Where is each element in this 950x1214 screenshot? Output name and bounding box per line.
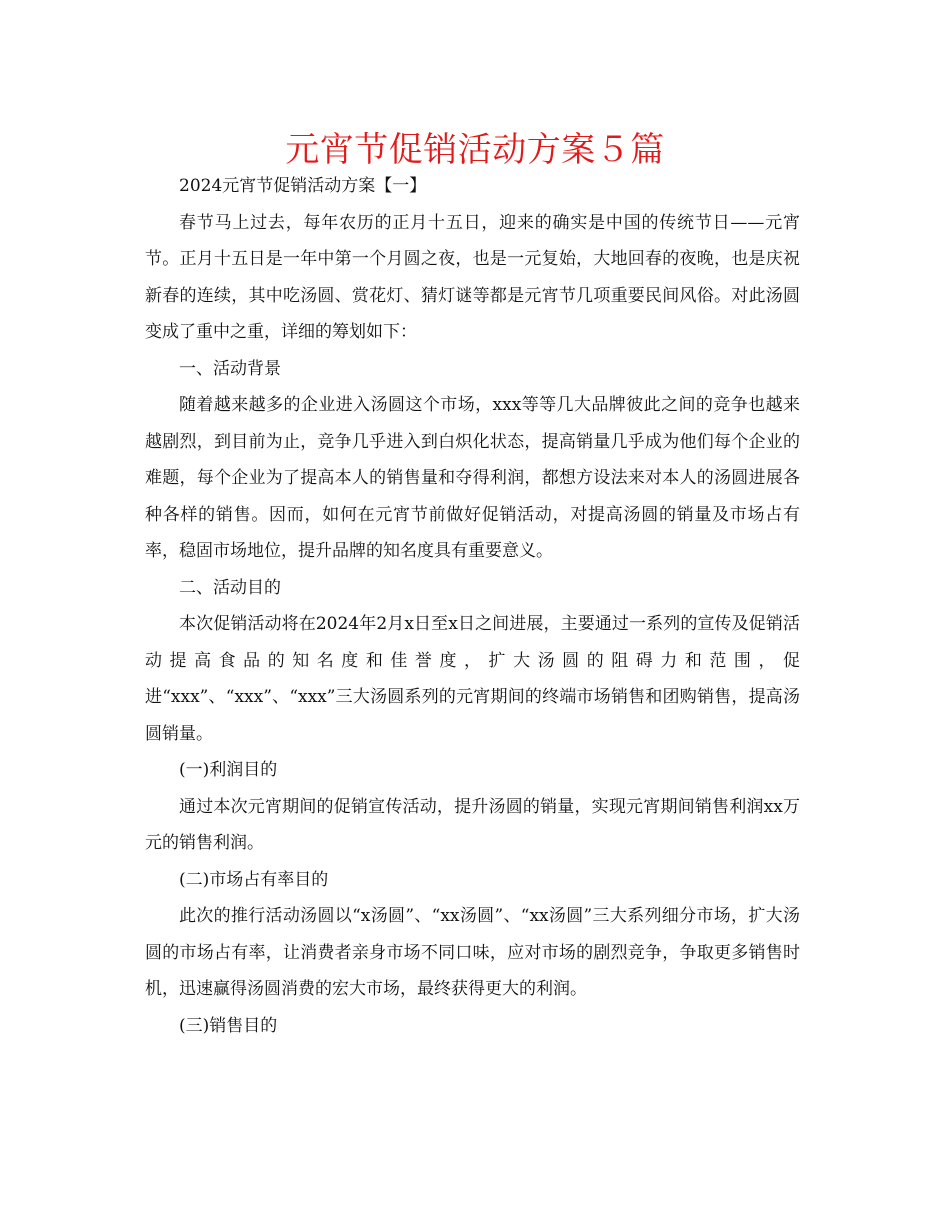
subsection-heading: (二)市场占有率目的 <box>179 869 329 890</box>
section-heading: 2024元宵节促销活动方案【一】 <box>179 176 427 196</box>
paragraph: 随着越来越多的企业进入汤圆这个市场，xxx等等几大品牌彼此之间的竞争也越来越剧烈，到目前为止，竞争几乎进入到白炽化状态，提高销量几乎成为他们每个企业的难题，每个企业为了提高本人的销售量和夺得利润，都想方设法来对本人的汤圆进展各种各样的销售。因而，如何在元宵节前做好促销活动，对提高汤圆的销量及市场占有率，稳固市场地位，提升品牌的知名度具有重要意义。 <box>145 395 800 561</box>
section-heading: 一、活动背景 <box>179 358 281 379</box>
document-title: 元宵节促销活动方案５篇 <box>285 130 665 170</box>
paragraph: 本次促销活动将在2024年2月x日至x日之间进展，主要通过一系列的宣传及促销活动提高食品的知名度和佳誉度，扩大汤圆的阻碍力和范围，促进“xxx”、“xxx”、“xxx”三大汤圆系列的元宵期间的终端市场销售和团购销售，提高汤圆销量。 <box>145 614 800 744</box>
subsection-heading: (一)利润目的 <box>179 760 278 780</box>
paragraph: 通过本次元宵期间的促销宣传活动，提升汤圆的销量，实现元宵期间销售利润xx万元的销售利润。 <box>145 796 800 853</box>
subsection-heading: (三)销售目的 <box>179 1015 278 1036</box>
section-heading: 二、活动目的 <box>179 577 281 598</box>
paragraph: 春节马上过去，每年农历的正月十五日，迎来的确实是中国的传统节日——元宵节。正月十五日是一年中第一个月圆之夜，也是一元复始，大地回春的夜晚，也是庆祝新春的连续，其中吃汤圆、赏花灯、猜灯谜等都是元宵节几项重要民间风俗。对此汤圆变成了重中之重，详细的筹划如下： <box>145 212 800 342</box>
document-body <box>145 168 800 1044</box>
paragraph: 此次的推行活动汤圆以“x汤圆”、“xx汤圆”、“xx汤圆”三大系列细分市场，扩大汤圆的市场占有率，让消费者亲身市场不同口味，应对市场的剧烈竞争，争取更多销售时机，迅速赢得汤圆消费的宏大市场，最终获得更大的利润。 <box>145 906 800 999</box>
